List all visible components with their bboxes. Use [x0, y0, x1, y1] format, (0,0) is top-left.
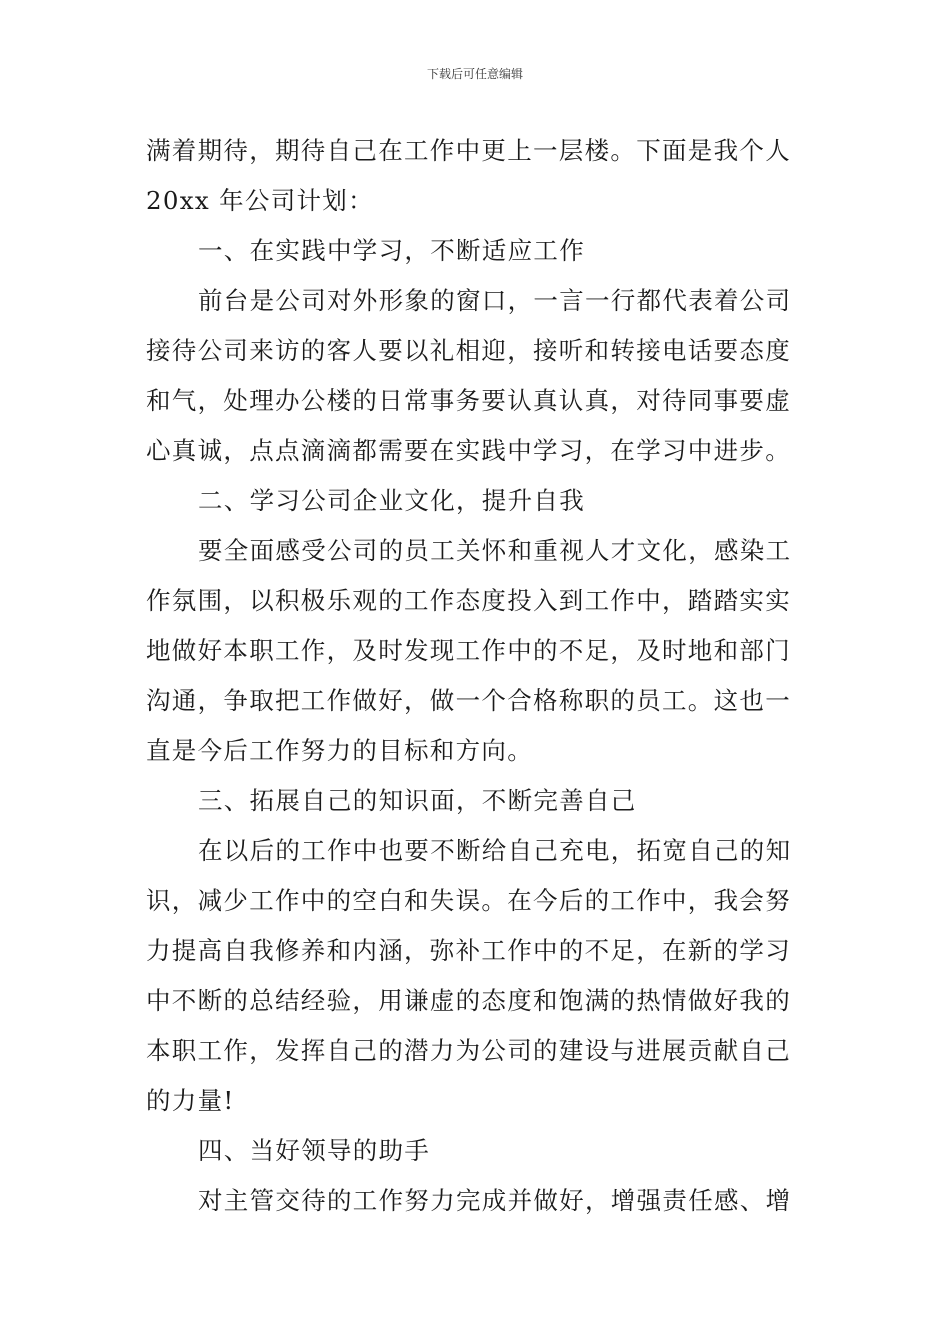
text-line: 前台是公司对外形象的窗口，一言一行都代表着公司	[198, 286, 792, 315]
body-text	[146, 126, 810, 1226]
section-heading-3: 三、拓展自己的知识面，不断完善自己	[198, 786, 637, 815]
section-heading-4: 四、当好领导的助手	[198, 1136, 431, 1165]
text-line: 接待公司来访的客人要以礼相迎，接听和转接电话要态度	[146, 336, 791, 365]
text-line: 在以后的工作中也要不断给自己充电，拓宽自己的知	[198, 836, 792, 865]
text-line: 本职工作，发挥自己的潜力为公司的建设与进展贡献自己	[146, 1036, 791, 1065]
text-line: 20xx 年公司计划：	[146, 186, 374, 215]
text-line: 要全面感受公司的员工关怀和重视人才文化，感染工	[198, 536, 792, 565]
text-line: 对主管交待的工作努力完成并做好，增强责任感、增	[198, 1186, 792, 1215]
text-line: 沟通，争取把工作做好，做一个合格称职的员工。这也一	[146, 686, 791, 715]
text-line: 作氛围，以积极乐观的工作态度投入到工作中，踏踏实实	[146, 586, 791, 615]
section-heading-1: 一、在实践中学习，不断适应工作	[198, 236, 585, 265]
section-heading-2: 二、学习公司企业文化，提升自我	[198, 486, 585, 515]
text-line: 地做好本职工作，及时发现工作中的不足，及时地和部门	[146, 636, 791, 665]
text-line: 力提高自我修养和内涵，弥补工作中的不足，在新的学习	[146, 936, 791, 965]
text-line: 满着期待，期待自己在工作中更上一层楼。下面是我个人	[146, 136, 791, 165]
text-line: 心真诚，点点滴滴都需要在实践中学习，在学习中进步。	[146, 436, 791, 465]
text-line: 直是今后工作努力的目标和方向。	[146, 736, 533, 765]
document-body	[146, 126, 810, 1226]
text-line: 和气，处理办公楼的日常事务要认真认真，对待同事要虚	[146, 386, 791, 415]
text-line: 中不断的总结经验，用谦虚的态度和饱满的热情做好我的	[146, 986, 791, 1015]
text-line: 识，减少工作中的空白和失误。在今后的工作中，我会努	[146, 886, 791, 915]
page-header: 下载后可任意编辑	[426, 67, 523, 81]
text-line: 的力量!	[146, 1086, 235, 1115]
